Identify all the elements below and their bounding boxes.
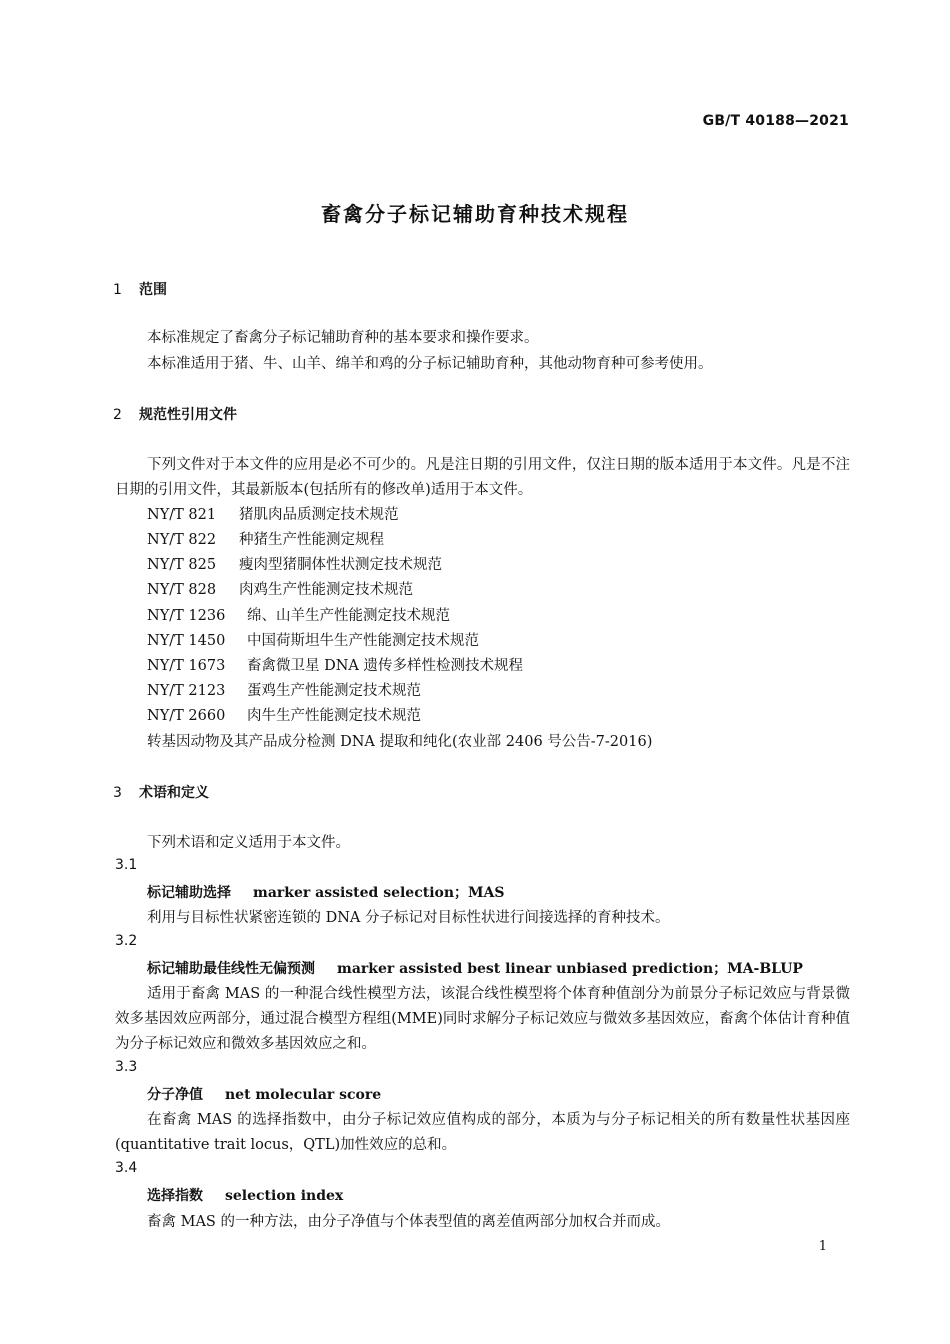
reference-item	[147, 704, 421, 725]
section-title: 规范性引用文件	[139, 407, 237, 423]
scope-paragraph-1: 本标准规定了畜禽分子标记辅助育种的基本要求和操作要求。	[147, 330, 539, 346]
reference-item	[147, 503, 399, 524]
reference-code: NY/T 1450	[147, 633, 226, 649]
reference-code: NY/T 822	[147, 532, 217, 548]
term-en: marker assisted selection；MAS	[253, 885, 505, 901]
reference-item	[147, 679, 421, 700]
scope-paragraph-2: 本标准适用于猪、牛、山羊、绵羊和鸡的分子标记辅助育种，其他动物育种可参考使用。	[147, 356, 713, 372]
clause-number: 3.2	[115, 933, 138, 949]
reference-title: 肉牛生产性能测定技术规范	[247, 708, 421, 724]
term-definition: 在畜禽 MAS 的选择指数中，由分子标记效应值构成的部分，本质为与分子标记相关的所有数量性状基因座(quantitative trait locus，QTL)加性效应的总和。	[115, 1112, 850, 1153]
reference-title: 绵、山羊生产性能测定技术规范	[247, 608, 450, 624]
term-heading	[147, 958, 803, 978]
term-zh: 分子净值	[147, 1087, 203, 1103]
clause-number: 3.1	[115, 857, 138, 873]
reference-item	[147, 553, 442, 574]
reference-code: NY/T 1673	[147, 658, 226, 674]
reference-title: 肉鸡生产性能测定技术规范	[239, 582, 413, 598]
section-number: 1	[113, 282, 122, 298]
reference-item-last: 转基因动物及其产品成分检测 DNA 提取和纯化(农业部 2406 号公告-7-2016)	[147, 734, 653, 750]
term-zh: 选择指数	[147, 1188, 203, 1204]
reference-title: 畜禽微卫星 DNA 遗传多样性检测技术规程	[247, 658, 524, 674]
refs-intro-paragraph: 下列文件对于本文件的应用是必不可少的。凡是注日期的引用文件，仅注日期的版本适用于本文件。凡是不注日期的引用文件，其最新版本(包括所有的修改单)适用于本文件。	[115, 457, 850, 498]
standard-code: GB/T 40188—2021	[702, 113, 849, 129]
term-en: selection index	[225, 1188, 344, 1204]
section-heading-scope	[113, 279, 167, 299]
section-heading-refs	[113, 404, 237, 424]
reference-title: 种猪生产性能测定规程	[239, 532, 384, 548]
term-definition: 适用于畜禽 MAS 的一种混合线性模型方法，该混合线性模型将个体育种值剖分为前景分子标记效应与背景微效多基因效应两部分，通过混合模型方程组(MME)同时求解分子标记效应与微效多基因效应，畜禽个体估计育种值为分子标记效应和微效多基因效应之和。	[115, 986, 850, 1052]
reference-item	[147, 578, 413, 599]
term-zh: 标记辅助最佳线性无偏预测	[147, 961, 315, 977]
clause-number: 3.4	[115, 1160, 138, 1176]
reference-title: 中国荷斯坦牛生产性能测定技术规范	[247, 633, 479, 649]
section-title: 范围	[139, 282, 167, 298]
section-number: 3	[113, 785, 122, 801]
term-definition: 利用与目标性状紧密连锁的 DNA 分子标记对目标性状进行间接选择的育种技术。	[147, 910, 670, 926]
reference-item	[147, 604, 450, 625]
clause-number: 3.3	[115, 1059, 138, 1075]
section-number: 2	[113, 407, 122, 423]
term-heading	[147, 1185, 343, 1205]
term-zh: 标记辅助选择	[147, 885, 231, 901]
reference-title: 猪肌肉品质测定技术规范	[239, 507, 399, 523]
term-definition: 畜禽 MAS 的一种方法，由分子净值与个体表型值的离差值两部分加权合并而成。	[147, 1214, 670, 1230]
reference-item	[147, 528, 384, 549]
reference-code: NY/T 2660	[147, 708, 226, 724]
reference-title: 瘦肉型猪胴体性状测定技术规范	[239, 557, 442, 573]
section-title: 术语和定义	[139, 785, 209, 801]
term-en: net molecular score	[225, 1087, 382, 1103]
reference-code: NY/T 821	[147, 507, 217, 523]
reference-code: NY/T 828	[147, 582, 217, 598]
term-heading	[147, 882, 505, 902]
reference-code: NY/T 825	[147, 557, 217, 573]
term-heading	[147, 1084, 381, 1104]
reference-title: 蛋鸡生产性能测定技术规范	[247, 683, 421, 699]
term-en: marker assisted best linear unbiased prediction；MA-BLUP	[337, 961, 803, 977]
terms-intro: 下列术语和定义适用于本文件。	[147, 835, 350, 851]
reference-code: NY/T 2123	[147, 683, 226, 699]
reference-item	[147, 629, 479, 650]
reference-item	[147, 654, 523, 675]
section-heading-terms	[113, 782, 209, 802]
reference-code: NY/T 1236	[147, 608, 226, 624]
page-number: 1	[818, 1239, 827, 1254]
document-title: 畜禽分子标记辅助育种技术规程	[321, 202, 629, 226]
